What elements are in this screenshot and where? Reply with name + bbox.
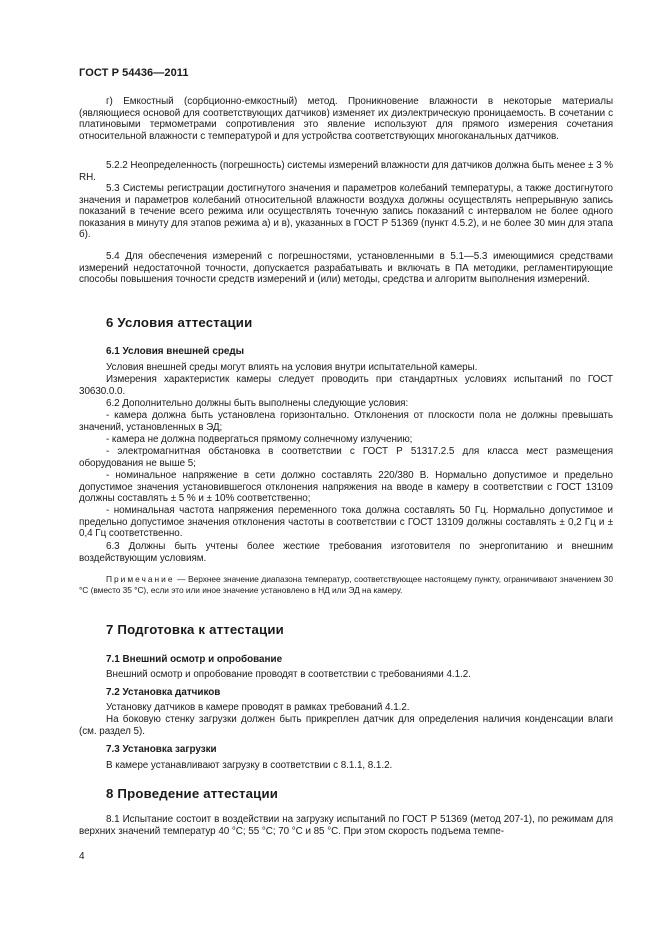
paragraph-7-3: В камере устанавливают загрузку в соответствии с 8.1.1, 8.1.2. [106, 760, 393, 771]
paragraph-6-3: 6.3 Должны быть учтены более жесткие требования изготовителя по энергопитанию и внешним воздействующим условиям. [79, 541, 613, 564]
paragraph-8-1: 8.1 Испытание состоит в воздействии на загрузку испытаний по ГОСТ Р 51369 (метод 207-1), по режимам для верхних значений температур 40 °С; 55 °С; 70 °С и 85 °С. При этом скорость подъема темпе- [79, 814, 613, 837]
paragraph-6-1-b: Измерения характеристик камеры следует проводить при стандартных условиях испытаний по ГОСТ 30630.0.0. [79, 374, 613, 397]
list-item-voltage: - номинальное напряжение в сети должно составлять 220/380 В. Нормально допустимое и предельно допустимое значения установившегося отклонения напряжения на вводе в камеру в соответствии с ГОСТ 13109 должны составлять ± 5 % и ± 10% соответственно; [79, 470, 613, 505]
paragraph-7-2-b: На боковую стенку загрузки должен быть прикреплен датчик для определения наличия конденсации влаги (см. раздел 5). [79, 714, 613, 737]
paragraph-5-4: 5.4 Для обеспечения измерений с погрешностями, установленными в 5.1—5.3 имеющимися средствами измерений недостаточной точности, допускается разрабатывать и включать в ПА методики, регламентирующие способы повышения точности средств измерений и (или) методы, средства и алгоритм выполнения измерений. [79, 251, 613, 286]
section-7-title: 7 Подготовка к аттестации [106, 622, 284, 637]
paragraph-capacitive-method: г) Емкостный (сорбционно-емкостный) метод. Проникновение влажности в некоторые материалы (являющиеся основой для соответствующих датчиков) изменяет их диэлектрическую проницаемость. В сочетании с платиновыми термометрами сопротивления это явление используют для прямого измерения сочетания относительной влажности с температурой и для устройства соответствующих многоканальных датчиков. [79, 96, 613, 142]
list-item-sunlight: - камера не должна подвергаться прямому солнечному излучению; [106, 434, 413, 445]
section-6-title: 6 Условия аттестации [106, 315, 253, 330]
subsection-7-3-title: 7.3 Установка загрузки [106, 744, 217, 755]
subsection-7-1-title: 7.1 Внешний осмотр и опробование [106, 654, 283, 665]
standard-header: ГОСТ Р 54436—2011 [79, 67, 189, 79]
list-item-horizontal: - камера должна быть установлена горизонтально. Отклонения от плоскости пола не должны превышать значений, установленных в ЭД; [79, 410, 613, 433]
section-8-title: 8 Проведение аттестации [106, 786, 279, 801]
paragraph-6-1-a: Условия внешней среды могут влиять на условия внутри испытательной камеры. [106, 362, 478, 373]
note-text: — Верхнее значение диапазона температур, соответствующее настоящему пункту, ограничивают значением 30 °С (вместо 35 °С), если это или иное значение установлено в НД или ЭД на камеру. [79, 574, 613, 595]
paragraph-7-2-a: Установку датчиков в камере проводят в рамках требований 4.1.2. [106, 702, 410, 713]
list-item-emc: - электромагнитная обстановка в соответствии с ГОСТ Р 51317.2.5 для класса мест размещения оборудования не выше 5; [79, 446, 613, 469]
paragraph-5-2-2: 5.2.2 Неопределенность (погрешность) системы измерений влажности для датчиков должна быть менее ± 3 % RH. [79, 160, 613, 183]
page-number: 4 [79, 851, 85, 862]
subsection-7-2-title: 7.2 Установка датчиков [106, 687, 221, 698]
subsection-6-1-title: 6.1 Условия внешней среды [106, 346, 245, 357]
paragraph-7-1: Внешний осмотр и опробование проводят в соответствии с требованиями 4.1.2. [106, 669, 471, 680]
list-item-frequency: - номинальная частота напряжения переменного тока должна составлять 50 Гц. Нормально допустимое и предельно допустимое значения отклонения частоты в соответствии с ГОСТ 13109 должны составлять ± 0,2 Гц и ± 0,4 Гц соответственно. [79, 505, 613, 540]
paragraph-5-3: 5.3 Системы регистрации достигнутого значения и параметров колебаний температуры, а также достигнутого значения и параметров колебаний относительной влажности воздуха должны осуществлять непрерывную запись показаний в течение всего режима или осуществлять точечную запись показаний с интервалом не более одного показания в минуту для этапов режима а) и в), указанных в ГОСТ Р 51369 (пункт 4.5.2), и не более 30 мин для этапа б). [79, 183, 613, 241]
paragraph-6-2: 6.2 Дополнительно должны быть выполнены следующие условия: [106, 398, 409, 409]
note-label: Примечание [106, 574, 175, 584]
note [79, 574, 613, 596]
